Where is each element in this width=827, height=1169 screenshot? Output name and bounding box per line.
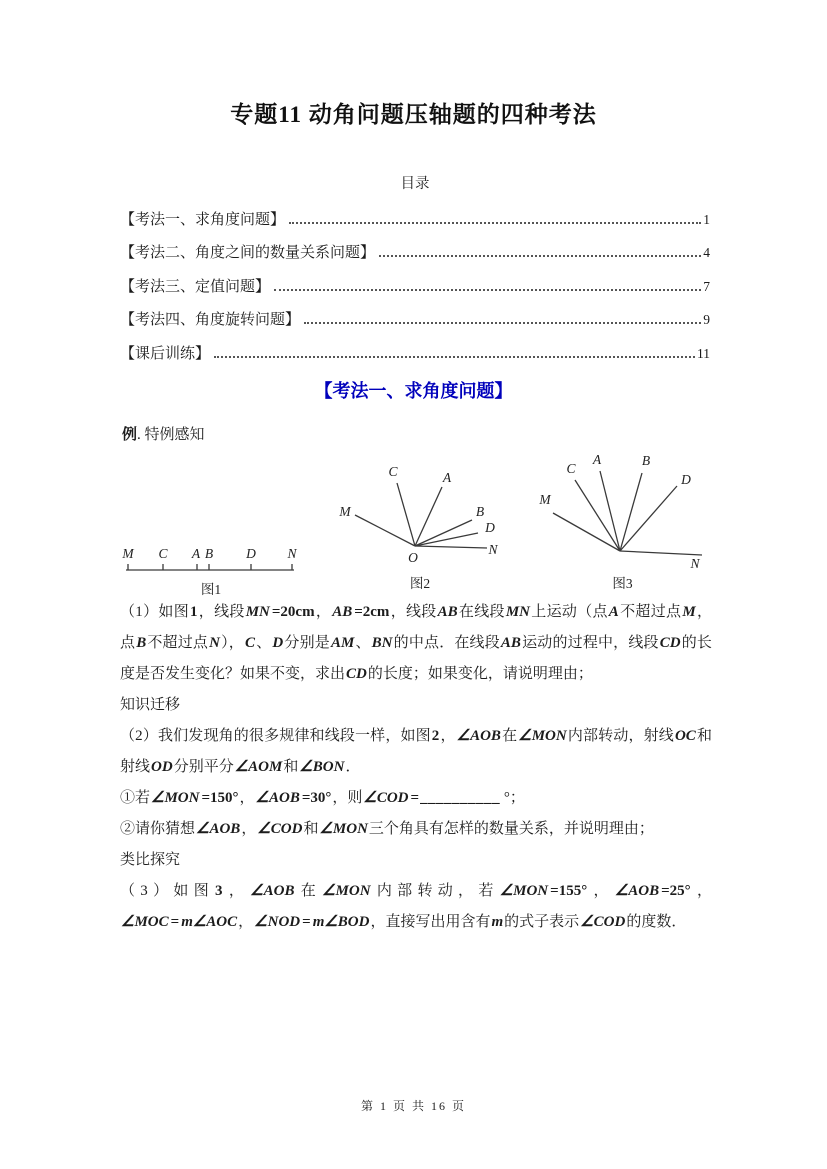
example-label: 例 — [122, 427, 138, 443]
toc-item — [120, 331, 710, 365]
toc-leader-dots — [274, 289, 701, 291]
toc-item — [120, 197, 710, 231]
figure-3 — [535, 448, 710, 592]
toc-item — [120, 231, 710, 265]
figure3-caption: 图3 — [612, 576, 633, 591]
toc-item-page: 9 — [703, 312, 710, 327]
toc-item-page: 7 — [703, 278, 710, 294]
problem-paragraph-3: （3）如图3，∠AOB在∠MON内部转动，若∠MON =155°，∠AOB =25°，∠MOC = m∠AOC，∠NOD = m∠BOD，直接写出用含有m的式子表示∠COD的度数． — [120, 883, 712, 930]
figure1-caption: 图1 — [200, 582, 222, 597]
fig3-label-B: B — [641, 453, 651, 468]
toc-item-page: 1 — [703, 211, 710, 227]
figure2-diagram — [335, 455, 505, 570]
problem-paragraph-2: （2）我们发现角的很多规律和线段一样，如图2，∠AOB在∠MON内部转动，射线OC和射线OD分别平分∠AOM和∠BON． — [120, 728, 712, 775]
toc-item-label: 【考法四、角度旋转问题】 — [120, 311, 301, 328]
fig3-label-D: D — [681, 472, 691, 487]
fig1-label-M: M — [122, 546, 134, 561]
fig2-label-M: M — [339, 504, 351, 519]
fig2-label-A: A — [442, 470, 452, 485]
example-title: . 特例感知 — [137, 427, 205, 443]
toc-item-label: 【课后训练】 — [120, 344, 211, 362]
figure-1 — [116, 530, 306, 598]
section-heading: 【考法一、求角度问题】 — [314, 381, 513, 401]
fig1-label-N: N — [287, 546, 297, 561]
toc-item-label: 【考法二、角度之间的数量关系问题】 — [120, 244, 376, 261]
problem-text — [120, 597, 712, 938]
problem-paragraph-1: （1）如图1，线段MN =20cm，AB =2cm，线段AB在线段MN上运动（点A不超过点M，点B不超过点N），C、D分别是AM、BN的中点．在线段AB运动的过程中，线段CD的长度是否发生变化？如果不变，求出CD的长度；如果变化，请说明理由； — [120, 604, 712, 682]
fig1-label-D: D — [246, 546, 256, 561]
toc-item-label: 【考法三、定值问题】 — [120, 277, 271, 295]
document-title: 专题11 动角问题压轴题的四种考法 — [230, 102, 597, 127]
toc-leader-dots — [379, 255, 701, 257]
fig2-label-N: N — [488, 542, 498, 557]
fig3-label-M: M — [539, 492, 551, 507]
table-of-contents — [120, 172, 710, 365]
fig3-label-A: A — [592, 452, 602, 467]
fig3-label-N: N — [690, 556, 700, 570]
problem-question-1: ①若∠MON =150°，∠AOB =30°，则∠COD =__________ °； — [120, 790, 525, 806]
problem-question-2: ②请你猜想∠AOB，∠COD和∠MON三个角具有怎样的数量关系，并说明理由； — [120, 821, 654, 837]
fig2-label-D: D — [485, 520, 495, 535]
toc-item-page: 4 — [703, 245, 710, 260]
toc-leader-dots — [289, 222, 701, 224]
toc-leader-dots — [304, 322, 701, 324]
fig2-label-C: C — [388, 464, 398, 479]
problem-subheading-analogy-exploration: 类比探究 — [120, 852, 181, 868]
fig2-label-B: B — [475, 504, 485, 519]
fig1-label-A: A — [191, 546, 201, 561]
fig1-label-C: C — [158, 546, 168, 561]
figure1-diagram — [116, 530, 306, 576]
figure2-caption: 图2 — [409, 576, 431, 591]
toc-item — [120, 298, 710, 332]
toc-item-page: 11 — [697, 345, 710, 361]
page-footer: 第 1 页 共 16 页 — [360, 1099, 466, 1113]
figure-2 — [335, 455, 505, 592]
figure3-diagram — [535, 448, 710, 570]
toc-leader-dots — [214, 356, 695, 358]
fig3-label-C: C — [566, 461, 576, 476]
example-heading — [122, 423, 205, 444]
fig2-label-O: O — [408, 550, 418, 565]
toc-item-label: 【考法一、求角度问题】 — [120, 210, 286, 228]
toc-heading: 目录 — [400, 176, 430, 192]
problem-subheading-knowledge-transfer: 知识迁移 — [120, 697, 181, 713]
fig1-label-B: B — [204, 546, 214, 561]
toc-item — [120, 264, 710, 298]
